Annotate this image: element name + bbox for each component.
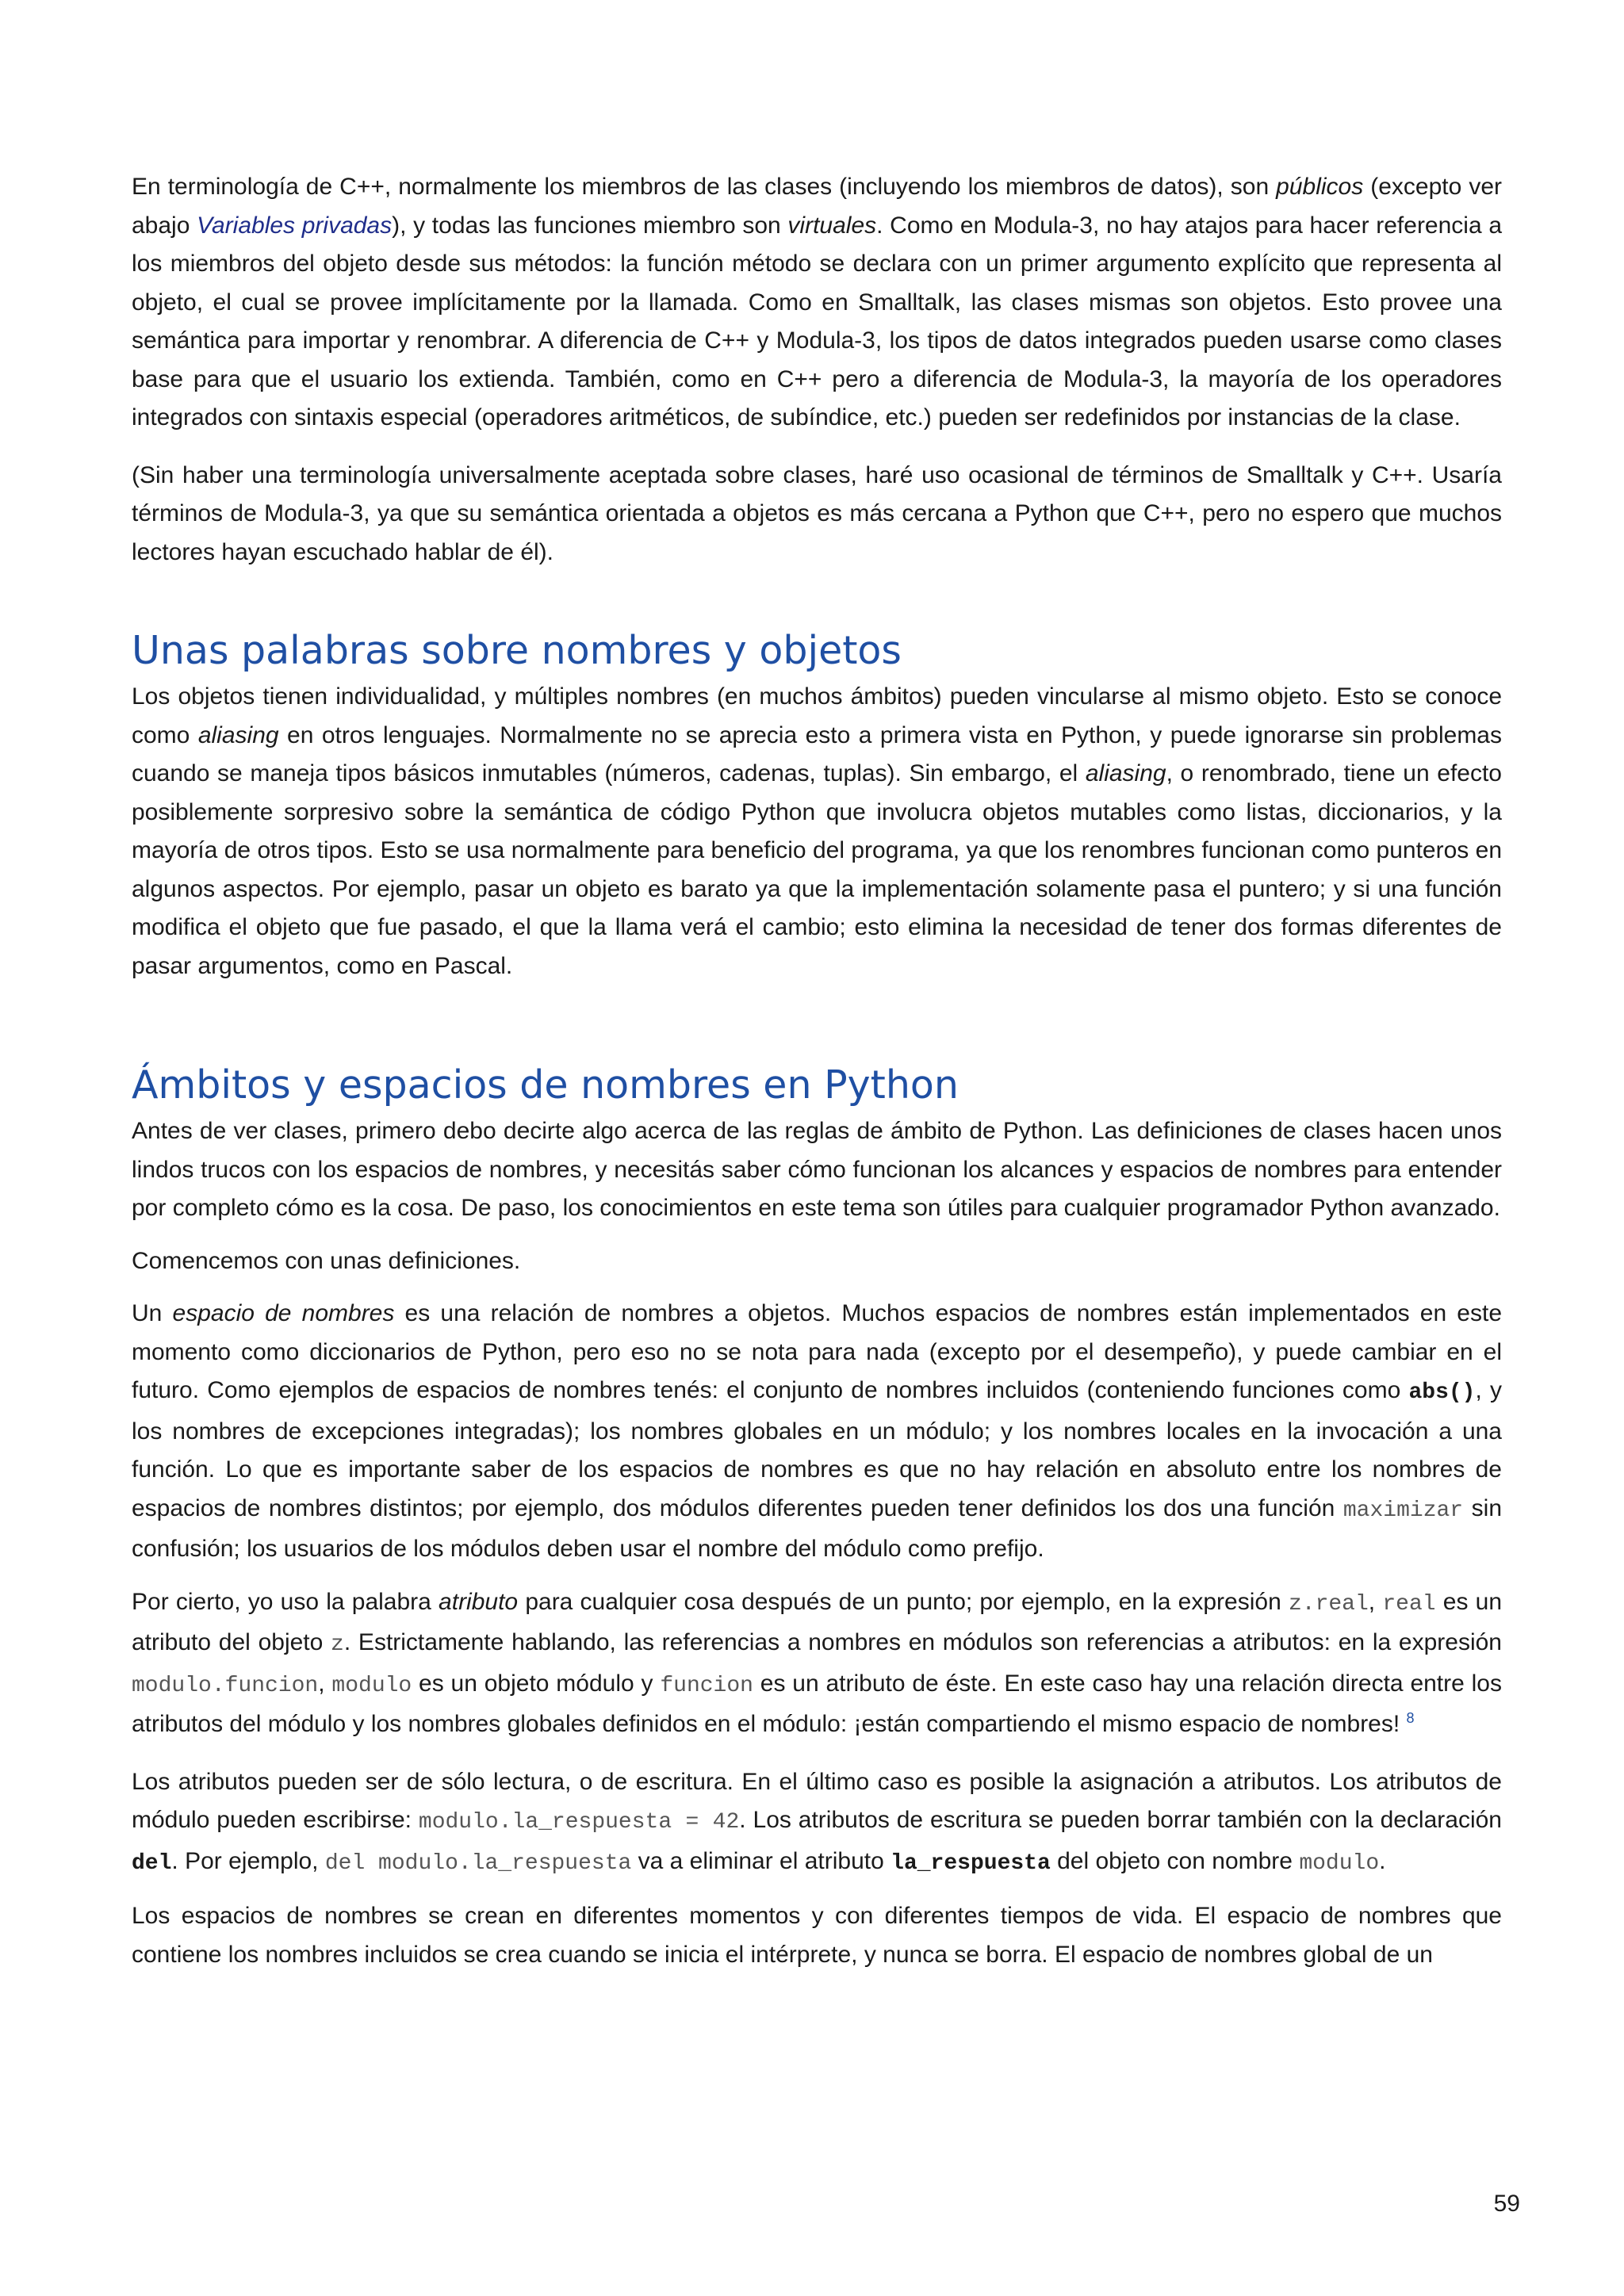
section-heading-ambitos: Ámbitos y espacios de nombres en Python bbox=[132, 1062, 959, 1108]
emphasis: virtuales bbox=[787, 212, 877, 239]
inline-code: real bbox=[1382, 1591, 1436, 1617]
text-run: ), y todas las funciones miembro son bbox=[392, 212, 788, 239]
text-run: es un objeto módulo y bbox=[412, 1670, 661, 1697]
inline-code: la_respuesta bbox=[891, 1850, 1051, 1876]
inline-code: modulo.funcion bbox=[132, 1673, 319, 1698]
emphasis: espacio de nombres bbox=[172, 1300, 395, 1326]
inline-code: z.real bbox=[1288, 1591, 1369, 1617]
section2-paragraph-4 bbox=[132, 1583, 1502, 1744]
text-run: Los objetos tienen individualidad, y múltiples nombres (en muchos ámbitos) pueden vincularse al mismo objeto. Esto se conoce como bbox=[132, 683, 1502, 748]
emphasis: públicos bbox=[1276, 174, 1364, 200]
section2-paragraph-5 bbox=[132, 1763, 1502, 1884]
section2-paragraph-3 bbox=[132, 1295, 1502, 1569]
text-run: es un atributo de éste. En este caso hay una relación directa entre los atributos del módulo y los nombres globales definidos en el módulo: ¡están compartiendo el mismo espacio de nombres! bbox=[132, 1670, 1502, 1737]
intro-paragraph-2: (Sin haber una terminología universalmente aceptada sobre clases, haré uso ocasional de términos de Smalltalk y C++. Usaría términos de Modula-3, ya que su semántica orientada a objetos es más cercana a Python que C++, pero no espero que muchos lectores hayan escuchado hablar de él). bbox=[132, 461, 1502, 565]
footnote-ref-8[interactable]: 8 bbox=[1406, 1710, 1415, 1726]
emphasis: aliasing bbox=[1085, 760, 1166, 786]
variables-privadas-link[interactable]: Variables privadas bbox=[197, 212, 393, 239]
emphasis: aliasing bbox=[197, 721, 279, 748]
text-run: , y los nombres de excepciones integradas); los nombres globales en un módulo; y los nombres locales en la invocación a una función. Lo que es importante saber de los espacios de nombres es que no hay relación en absoluto entre los nombres de espacios de nombres distintos; por ejemplo, dos módulos diferentes pueden tener definidos los dos una función bbox=[132, 1377, 1503, 1521]
page-number: 59 bbox=[1493, 2191, 1520, 2217]
inline-code: modulo bbox=[1299, 1850, 1380, 1876]
text-run: va a eliminar el atributo bbox=[631, 1847, 891, 1874]
text-run: , bbox=[318, 1670, 332, 1697]
emphasis: atributo bbox=[439, 1588, 519, 1615]
section2-paragraph-2: Comencemos con unas definiciones. bbox=[132, 1247, 521, 1274]
text-run: . Como en Modula-3, no hay atajos para hacer referencia a los miembros del objeto desde sus métodos: la función método se declara con un primer argumento explícito que representa al objeto, el cual se provee implícitamente por la llamada. Como en Smalltalk, las clases mismas son objetos. Esto provee una semántica para importar y renombrar. A diferencia de C++ y Modula-3, los tipos de datos integrados pueden usarse como clases base para que el usuario los extienda. También, como en C++ pero a diferencia de Modula-3, la mayoría de los operadores integrados con sintaxis especial (operadores aritméticos, de subíndice, etc.) pueden ser redefinidos por instancias de la clase. bbox=[132, 212, 1503, 430]
text-run: , bbox=[1368, 1588, 1383, 1615]
text-run: . Los atributos de escritura se pueden borrar también con la declaración bbox=[739, 1807, 1502, 1833]
inline-code: del bbox=[132, 1850, 172, 1876]
section2-paragraph-6: Los espacios de nombres se crean en diferentes momentos y con diferentes tiempos de vida. El espacio de nombres que contiene los nombres incluidos se crea cuando se inicia el intérprete, y nunca se borra. El espacio de nombres global de un bbox=[132, 1903, 1502, 1968]
inline-code: del modulo.la_respuesta bbox=[324, 1850, 632, 1876]
text-run: en otros lenguajes. Normalmente no se aprecia esto a primera vista en Python, y puede ignorarse sin problemas cuando se maneja tipos básicos inmutables (números, cadenas, tuplas). Sin embargo, el bbox=[132, 721, 1502, 786]
text-run: . Por ejemplo, bbox=[171, 1847, 325, 1874]
text-run: Los atributos pueden ser de sólo lectura, o de escritura. En el último caso es posible la asignación a atributos. Los atributos de módulo pueden escribirse: bbox=[132, 1768, 1502, 1833]
text-run: sin confusión; los usuarios de los módulos deben usar el nombre del módulo como prefijo. bbox=[132, 1494, 1502, 1562]
section-heading-nombres-objetos: Unas palabras sobre nombres y objetos bbox=[132, 628, 902, 673]
text-run: es una relación de nombres a objetos. Muchos espacios de nombres están implementados en este momento como diccionarios de Python, pero eso no se nota para nada (excepto por el desempeño), y puede cambiar en el futuro. Como ejemplos de espacios de nombres tenés: el conjunto de nombres incluidos (conteniendo funciones como bbox=[132, 1300, 1503, 1403]
text-run: del objeto con nombre bbox=[1050, 1847, 1300, 1874]
text-run: En terminología de C++, normalmente los miembros de las clases (incluyendo los miembros de datos), son bbox=[132, 174, 1277, 200]
inline-code: modulo.la_respuesta = 42 bbox=[418, 1810, 740, 1835]
text-run: es un atributo del objeto bbox=[132, 1588, 1503, 1655]
section1-paragraph-1 bbox=[132, 678, 1502, 985]
text-run: (excepto ver abajo bbox=[132, 174, 1502, 239]
document-page bbox=[132, 168, 1502, 1993]
inline-code: z bbox=[331, 1632, 344, 1657]
inline-code: abs() bbox=[1408, 1380, 1476, 1405]
text-run: Un bbox=[132, 1300, 173, 1326]
text-run: . Estrictamente hablando, las referencias a nombres en módulos son referencias a atributos: en la expresión bbox=[343, 1629, 1502, 1655]
section2-paragraph-1: Antes de ver clases, primero debo decirte algo acerca de las reglas de ámbito de Python. Las definiciones de clases hacen unos lindos trucos con los espacios de nombres, y necesitás saber cómo funcionan los alcances y espacios de nombres para entender por completo cómo es la cosa. De paso, los conocimientos en este tema son útiles para cualquier programador Python avanzado. bbox=[132, 1118, 1502, 1221]
inline-code: modulo bbox=[331, 1673, 412, 1698]
inline-code: funcion bbox=[660, 1673, 753, 1698]
text-run: . bbox=[1379, 1847, 1386, 1874]
intro-paragraph-1 bbox=[132, 168, 1502, 438]
text-run: para cualquier cosa después de un punto; por ejemplo, en la expresión bbox=[518, 1588, 1289, 1615]
inline-code: maximizar bbox=[1342, 1498, 1464, 1523]
text-run: Por cierto, yo uso la palabra bbox=[132, 1588, 439, 1615]
text-run: , o renombrado, tiene un efecto posiblemente sorpresivo sobre la semántica de código Python que involucra objetos mutables como listas, diccionarios, y la mayoría de otros tipos. Esto se usa normalmente para beneficio del programa, ya que los renombres funcionan como punteros en algunos aspectos. Por ejemplo, pasar un objeto es barato ya que la implementación solamente pasa el puntero; y si una función modifica el objeto que fue pasado, el que la llama verá el cambio; esto elimina la necesidad de tener dos formas diferentes de pasar argumentos, como en Pascal. bbox=[132, 760, 1502, 979]
